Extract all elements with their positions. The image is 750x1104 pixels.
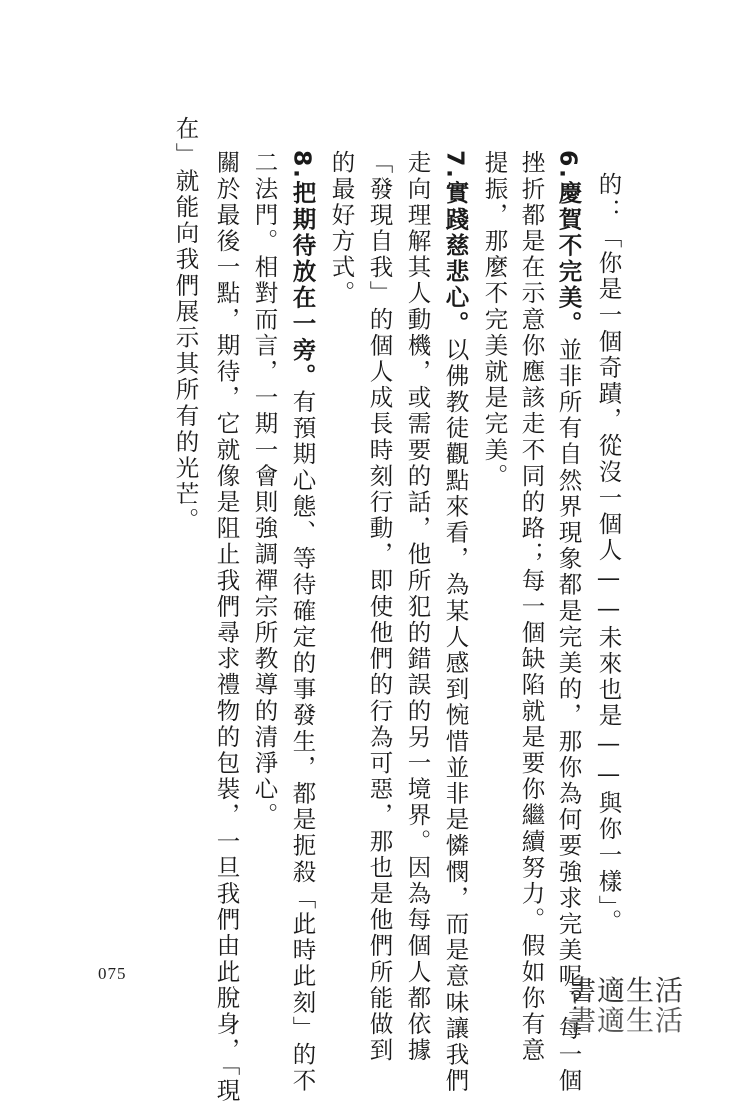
column-text: 在」就能向我們展示其所有的光芒。 [171,116,200,534]
column-text: 「發現自我」的個人成長時刻行動，即使他們的行為可惡，那也是他們所能做到 [365,150,394,1064]
column-text: 走向理解其人動機，或需要的話，他所犯的錯誤的另一境界。因為每個人都依據 [403,150,432,1064]
item-title: 把期待放在一旁。 [288,180,317,390]
text-column-7 [365,150,394,1064]
text-column-8 [327,150,356,307]
column-text: 並非所有自然界現象都是完美的，那你為何要強求完美呢？每一個 [554,337,583,1094]
text-column-6 [403,150,432,1064]
text-column-11 [212,150,241,1104]
publisher-logo-line: 書適生活 [568,974,685,1007]
column-text: 的最好方式。 [327,150,356,307]
text-column-4 [480,150,509,490]
text-column-9 [288,150,317,1094]
text-column-2 [554,150,583,1094]
text-column-1 [594,172,623,936]
publisher-logo-line: 書適生活 [568,1004,685,1037]
text-column-10 [250,150,279,829]
column-text: 關於最後一點，期待，它就像是阻止我們尋求禮物的包裝，一旦我們由此脫身，「現 [212,150,241,1104]
text-column-12 [171,116,200,534]
item-title: 實踐慈悲心。 [441,180,470,338]
column-text: 的：「你是一個奇蹟，從沒一個人——未來也是——與你一樣」。 [594,172,623,936]
item-number: 8. [288,150,317,181]
column-text: 有預期心態、等待確定的事發生，都是扼殺「此時此刻」的不 [288,389,317,1094]
text-column-3 [517,150,546,1064]
item-number: 6. [554,150,583,181]
column-text: 提振，那麼不完美就是完美。 [480,150,509,490]
column-text: 挫折都是在示意你應該走不同的路；每一個缺陷就是要你繼續努力。假如你有意 [517,150,546,1064]
item-number: 7. [441,150,470,181]
text-column-5 [441,150,470,1094]
column-text: 二法門。相對而言，一期一會則強調禪宗所教導的清淨心。 [250,150,279,829]
publisher-logo [568,976,684,1036]
page-number: 075 [98,964,127,983]
column-text: 以佛教徒觀點來看，為某人感到惋惜並非是憐憫，而是意味讓我們 [441,337,470,1094]
item-title: 慶賀不完美。 [554,180,583,338]
